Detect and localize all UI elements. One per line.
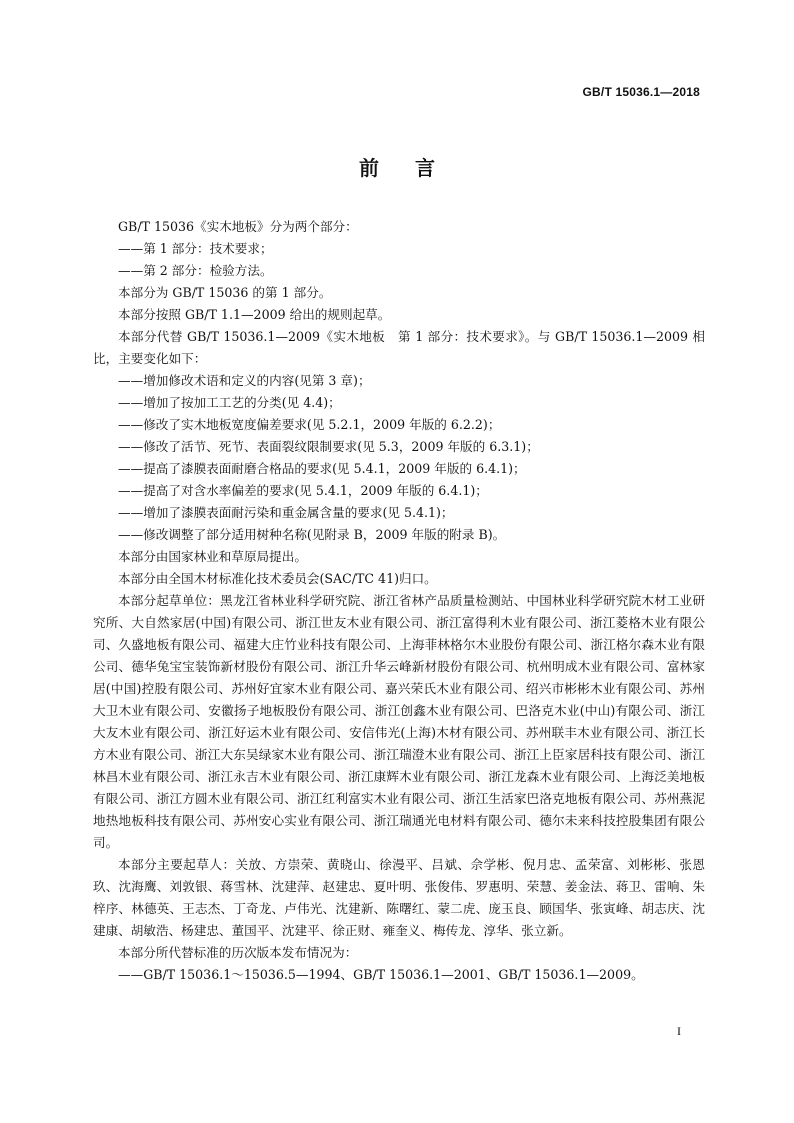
change-item: ——增加了按加工工艺的分类(见 4.4)； bbox=[118, 395, 341, 410]
change-item: ——增加修改术语和定义的内容(见第 3 章)； bbox=[118, 373, 371, 388]
change-item: ——增加了漆膜表面耐污染和重金属含量的要求(见 5.4.1)； bbox=[118, 505, 454, 520]
change-item: ——修改调整了部分适用树种名称(见附录 B，2009 年版的附录 B)。 bbox=[118, 527, 506, 542]
paragraph-drafters: 本部分主要起草人：关放、方崇荣、黄晓山、徐漫平、吕斌、佘学彬、倪月忠、孟荣富、刘彬彬、张恩玖、沈海鹰、刘敦银、蒋雪林、沈建萍、赵建忠、夏叶明、张俊伟、罗惠明、荣慧、姜金法、蒋卫、雷响、朱梓序、林德英、王志杰、丁奇龙、卢伟光、沈建新、陈曙红、蒙二虎、庞玉良、顾国华、张寅峰、胡志庆、沈建康、胡敏浩、杨建忠、董国平、沈建平、徐正财、雍奎义、梅传龙、淳华、张立新。 bbox=[93, 857, 705, 938]
standard-code-header: GB/T 15036.1—2018 bbox=[582, 85, 700, 99]
document-body bbox=[93, 216, 705, 986]
list-item-part2: ——第 2 部分：检验方法。 bbox=[118, 263, 273, 278]
list-item-part1: ——第 1 部分：技术要求； bbox=[118, 241, 273, 256]
paragraph-drafting-rules: 本部分按照 GB/T 1.1—2009 给出的规则起草。 bbox=[118, 307, 391, 322]
paragraph-drafting-units: 本部分起草单位：黑龙江省林业科学研究院、浙江省林产品质量检测站、中国林业科学研究院木材工业研究所、大自然家居(中国)有限公司、浙江世友木业有限公司、浙江富得利木业有限公司、浙江菱格木业有限公司、久盛地板有限公司、福建大庄竹业科技有限公司、上海菲林格尔木业股份有限公司、浙江格尔森木业有限公司、德华兔宝宝装饰新材股份有限公司、浙江升华云峰新材股份有限公司、杭州明成木业有限公司、富林家居(中国)控股有限公司、苏州好宜家木业有限公司、嘉兴荣氏木业有限公司、绍兴市彬彬木业有限公司、苏州大卫木业有限公司、安徽扬子地板股份有限公司、浙江创鑫木业有限公司、巴洛克木业(中山)有限公司、浙江大友木业有限公司、浙江好运木业有限公司、安信伟光(上海)木材有限公司、苏州联丰木业有限公司、浙江长方木业有限公司、浙江大东吴绿家木业有限公司、浙江瑞澄木业有限公司、浙江上臣家居科技有限公司、浙江林昌木业有限公司、浙江永吉木业有限公司、浙江康辉木业有限公司、浙江龙森木业有限公司、上海泛美地板有限公司、浙江方圆木业有限公司、浙江红利富实木业有限公司、浙江生活家巴洛克地板有限公司、苏州燕泥地热地板科技有限公司、苏州安心实业有限公司、浙江瑞通光电材料有限公司、德尔未来科技控股集团有限公司。 bbox=[93, 593, 705, 850]
page-number: I bbox=[677, 1024, 681, 1038]
paragraph-proposer: 本部分由国家林业和草原局提出。 bbox=[118, 549, 307, 564]
paragraph-replacement: 本部分代替 GB/T 15036.1—2009《实木地板 第 1 部分：技术要求》。与 GB/T 15036.1—2009 相比，主要变化如下： bbox=[93, 329, 705, 366]
change-item: ——提高了对含水率偏差的要求(见 5.4.1，2009 年版的 6.4.1)； bbox=[118, 483, 488, 498]
paragraph-intro: GB/T 15036《实木地板》分为两个部分： bbox=[118, 219, 358, 234]
paragraph-committee: 本部分由全国木材标准化技术委员会(SAC/TC 41)归口。 bbox=[118, 571, 437, 586]
paragraph-history: 本部分所代替标准的历次版本发布情况为： bbox=[118, 945, 358, 960]
page-title: 前言 bbox=[359, 156, 471, 180]
history-item: ——GB/T 15036.1～15036.5—1994、GB/T 15036.1—2001、GB/T 15036.1—2009。 bbox=[118, 967, 644, 982]
change-item: ——修改了活节、死节、表面裂纹限制要求(见 5.3，2009 年版的 6.3.1)； bbox=[118, 439, 539, 454]
change-item: ——提高了漆膜表面耐磨合格品的要求(见 5.4.1，2009 年版的 6.4.1)； bbox=[118, 461, 526, 476]
paragraph-part-scope: 本部分为 GB/T 15036 的第 1 部分。 bbox=[118, 285, 332, 300]
change-item: ——修改了实木地板宽度偏差要求(见 5.2.1，2009 年版的 6.2.2)； bbox=[118, 417, 501, 432]
